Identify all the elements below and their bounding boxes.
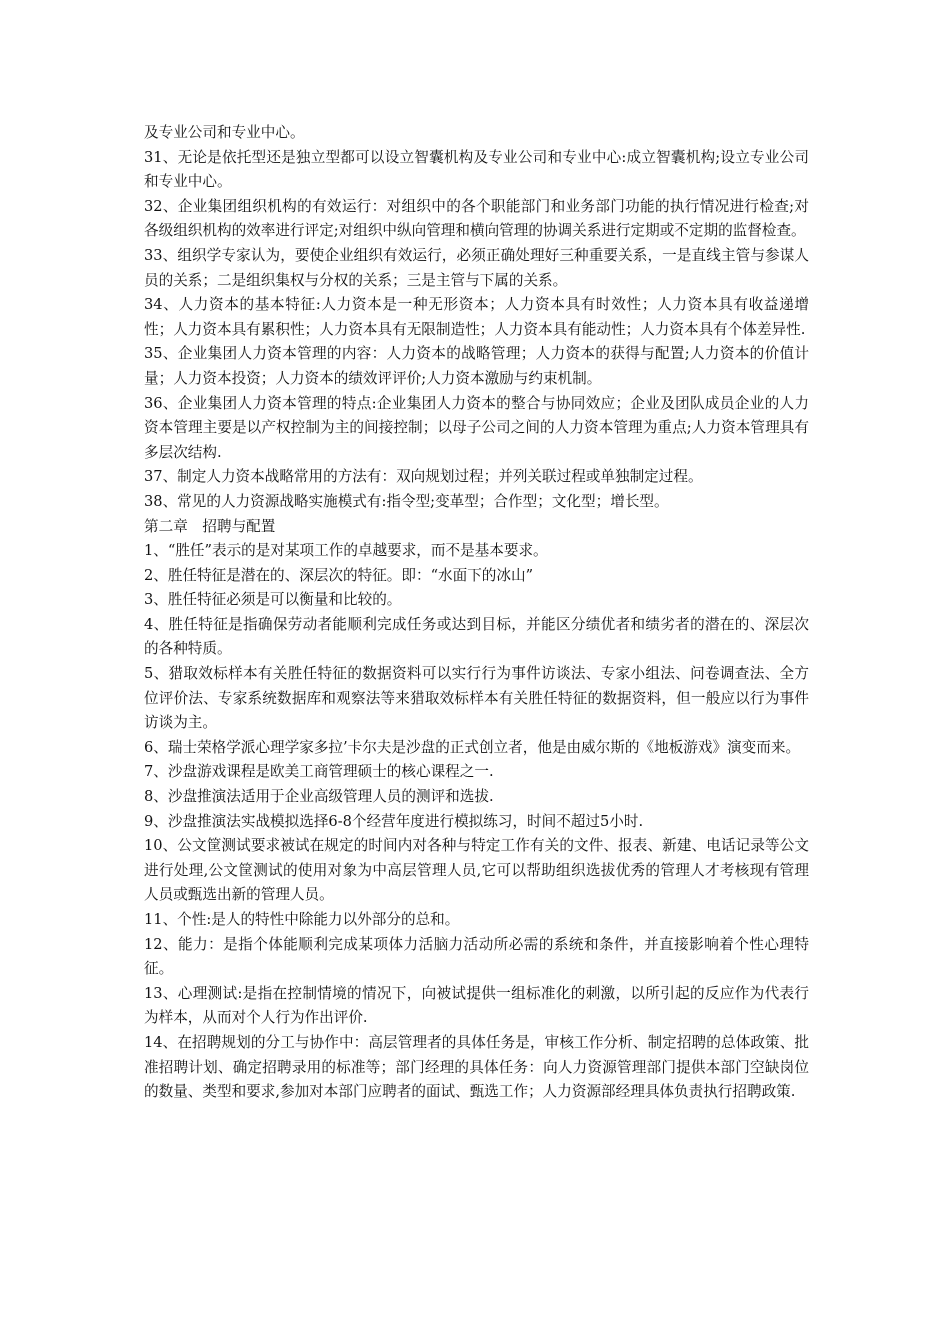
paragraph: 7、沙盘游戏课程是欧美工商管理硕士的核心课程之一. — [144, 763, 494, 781]
chapter-heading: 第二章 招聘与配置 — [144, 517, 276, 535]
paragraph: 31、无论是依托型还是独立型都可以设立智囊机构及专业公司和专业中心:成立智囊机构;设立专业公司和专业中心。 — [144, 148, 809, 191]
paragraph: 36、企业集团人力资本管理的特点:企业集团人力资本的整合与协同效应；企业及团队成员企业的人力资本管理主要是以产权控制为主的间接控制；以母子公司之间的人力资本管理为重点;人力资本管理具有多层次结构. — [144, 394, 809, 461]
paragraph: 35、企业集团人力资本管理的内容：人力资本的战略管理；人力资本的获得与配置;人力资本的价值计量；人力资本投资；人力资本的绩效评评价;人力资本激励与约束机制。 — [144, 345, 809, 387]
paragraph: 12、能力：是指个体能顺利完成某项体力活脑力活动所必需的系统和条件，并直接影响着个性心理特征。 — [144, 935, 809, 978]
paragraph: 14、在招聘规划的分工与协作中：高层管理者的具体任务是，审核工作分析、制定招聘的总体政策、批准招聘计划、确定招聘录用的标准等；部门经理的具体任务：向人力资源管理部门提供本部门空缺岗位的数量、类型和要求,参加对本部门应聘者的面试、甄选工作；人力资源部经理具体负责执行招聘政策. — [144, 1033, 809, 1101]
paragraph: 3、胜任特征必须是可以衡量和比较的。 — [144, 591, 402, 609]
paragraph: 及专业公司和专业中心。 — [144, 124, 305, 141]
paragraph: 5、猎取效标样本有关胜任特征的数据资料可以实行行为事件访谈法、专家小组法、问卷调查法、全方位评价法、专家系统数据库和观察法等来猎取效标样本有关胜任特征的数据资料，但一般应以行为事件访谈为主。 — [144, 665, 809, 732]
paragraph: 37、制定人力资本战略常用的方法有：双向规划过程；并列关联过程或单独制定过程。 — [144, 468, 703, 486]
paragraph: 11、个性:是人的特性中除能力以外部分的总和。 — [144, 911, 460, 928]
paragraph: 2、胜任特征是潜在的、深层次的特征。即：“水面下的冰山” — [144, 566, 534, 584]
document-body — [144, 121, 809, 1105]
paragraph: 1、“胜任”表示的是对某项工作的卓越要求，而不是基本要求。 — [144, 542, 548, 560]
paragraph: 8、沙盘推演法适用于企业高级管理人员的测评和选拔. — [144, 788, 494, 806]
paragraph: 4、胜任特征是指确保劳动者能顺利完成任务或达到目标，并能区分绩优者和绩劣者的潜在的、深层次的各种特质。 — [144, 615, 809, 658]
paragraph: 9、沙盘推演法实战模拟选择6-8个经营年度进行模拟练习，时间不超过5小时. — [144, 812, 644, 830]
paragraph: 10、公文筐测试要求被试在规定的时间内对各种与特定工作有关的文件、报表、新建、电话记录等公文进行处理,公文筐测试的使用对象为中高层管理人员,它可以帮助组织选拔优秀的管理人才考核现有管理人员或甄选出新的管理人员。 — [144, 837, 809, 904]
paragraph: 32、企业集团组织机构的有效运行：对组织中的各个职能部门和业务部门功能的执行情况进行检查;对各级组织机构的效率进行评定;对组织中纵向管理和横向管理的协调关系进行定期或不定期的监督检查。 — [144, 197, 809, 240]
paragraph: 34、人力资本的基本特征:人力资本是一种无形资本；人力资本具有时效性；人力资本具有收益递增性；人力资本具有累积性；人力资本具有无限制造性；人力资本具有能动性；人力资本具有个体差异性. — [144, 296, 809, 338]
paragraph: 33、组织学专家认为，要使企业组织有效运行，必须正确处理好三种重要关系，一是直线主管与参谋人员的关系；二是组织集权与分权的关系；三是主管与下属的关系。 — [144, 246, 809, 289]
paragraph: 38、常见的人力资源战略实施模式有:指令型;变革型；合作型；文化型；增长型。 — [144, 492, 669, 510]
paragraph: 13、心理测试:是指在控制情境的情况下，向被试提供一组标准化的刺激，以所引起的反应作为代表行为样本，从而对个人行为作出评价. — [144, 984, 809, 1027]
paragraph: 6、瑞士荣格学派心理学家多拉’卡尔夫是沙盘的正式创立者，他是由威尔斯的《地板游戏》演变而来。 — [144, 738, 801, 756]
